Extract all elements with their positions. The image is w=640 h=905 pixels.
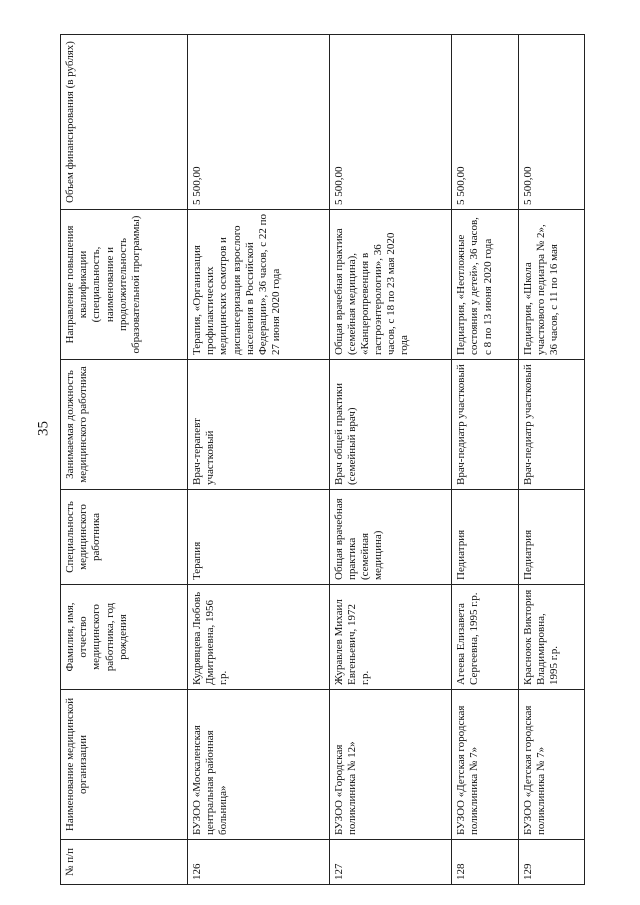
- row-num: 128: [452, 840, 518, 885]
- header-specialty: Специальность медицинского работника: [61, 490, 188, 585]
- row-amount: 5 500,00: [188, 35, 330, 210]
- header-name: Фамилия, имя, отчество медицинского работника, год рождения: [61, 585, 188, 690]
- row-amount: 5 500,00: [452, 35, 518, 210]
- row-specialty: Общая врачебная практика (семейная медицина): [329, 490, 452, 585]
- row-org: БУЗОО «Москаленская центральная районная больница»: [188, 690, 330, 840]
- row-position: Врач-педиатр участковый: [518, 360, 584, 490]
- table-row: [188, 35, 330, 885]
- table-container: [60, 35, 585, 885]
- header-row: [61, 35, 188, 885]
- row-org: БУЗОО «Детская городская поликлиника № 7»: [518, 690, 584, 840]
- header-org: Наименование медицинской организации: [61, 690, 188, 840]
- header-amount: Объем финансирования (в рублях): [61, 35, 188, 210]
- row-specialty: Терапия: [188, 490, 330, 585]
- row-position: Врач общей практики (семейный врач): [329, 360, 452, 490]
- row-amount: 5 500,00: [518, 35, 584, 210]
- header-num: № п/п: [61, 840, 188, 885]
- row-name: Кудрявцева Любовь Дмитриевна, 1956 г.р.: [188, 585, 330, 690]
- row-org: БУЗОО «Городская поликлиника № 12»: [329, 690, 452, 840]
- row-num: 126: [188, 840, 330, 885]
- row-position: Врач-терапевт участковый: [188, 360, 330, 490]
- header-position: Занимаемая должность медицинского работника: [61, 360, 188, 490]
- header-program: Направление повышения квалификации (специальность, наименование и продолжительность образовательной программы): [61, 210, 188, 360]
- row-position: Врач-педиатр участковый: [452, 360, 518, 490]
- row-program: Педиатрия, «Школа участкового педиатра № 2», 36 часов, с 11 по 16 мая: [518, 210, 584, 360]
- row-amount: 5 500,00: [329, 35, 452, 210]
- row-org: БУЗОО «Детская городская поликлиника № 7»: [452, 690, 518, 840]
- row-num: 127: [329, 840, 452, 885]
- table-row: [452, 35, 518, 885]
- row-name: Красноюк Виктория Владимировна, 1995 г.р.: [518, 585, 584, 690]
- row-program: Терапия, «Организация профилактических медицинских осмотров и диспансеризация взрослого населения в Российской Федерации», 36 часов, с 22 по 27 июня 2020 года: [188, 210, 330, 360]
- row-name: Агеева Елизавета Сергеевна, 1995 г.р.: [452, 585, 518, 690]
- row-specialty: Педиатрия: [452, 490, 518, 585]
- table-row: [518, 35, 584, 885]
- training-table: [60, 34, 585, 885]
- row-program: Общая врачебная практика (семейная медицина), «Канцеропревенция в гастроэнтерологии», 36 часов, с 18 по 23 мая 2020 года: [329, 210, 452, 360]
- row-num: 129: [518, 840, 584, 885]
- page-number: 35: [35, 421, 52, 436]
- rotated-page: [60, 35, 585, 885]
- row-specialty: Педиатрия: [518, 490, 584, 585]
- row-name: Журавлев Михаил Евгеньевич, 1972 г.р.: [329, 585, 452, 690]
- table-row: [329, 35, 452, 885]
- row-program: Педиатрия, «Неотложные состояния у детей», 36 часов, с 8 по 13 июня 2020 года: [452, 210, 518, 360]
